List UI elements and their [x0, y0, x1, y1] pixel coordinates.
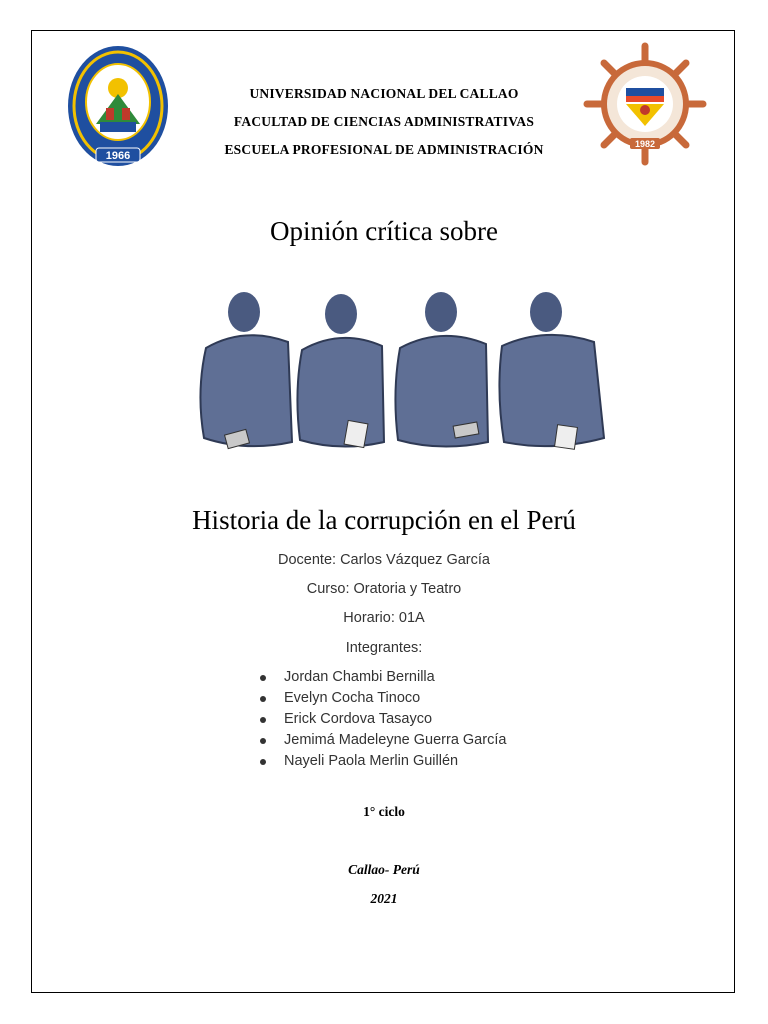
year-line: 2021 — [370, 891, 398, 906]
university-name: UNIVERSIDAD NACIONAL DEL CALLAO — [249, 86, 519, 101]
bullet-icon — [260, 675, 266, 681]
members-list — [258, 667, 506, 772]
horario-line: Horario: 01A — [343, 610, 425, 626]
document-title: Opinión crítica sobre — [270, 216, 498, 246]
figure-4 — [499, 292, 604, 449]
bullet-icon — [260, 738, 266, 744]
right-logo-year: 1982 — [634, 139, 656, 149]
document-subtitle: Historia de la corrupción en el Perú — [192, 505, 576, 535]
list-item — [258, 688, 506, 709]
school-name: ESCUELA PROFESIONAL DE ADMINISTRACIÓN — [224, 142, 544, 157]
list-item — [258, 667, 506, 688]
docente-line: Docente: Carlos Vázquez García — [278, 552, 490, 568]
figure-1 — [200, 292, 292, 449]
member-name: Nayeli Paola Merlin Guillén — [284, 753, 459, 769]
cover-illustration — [196, 292, 610, 486]
member-name: Jordan Chambi Bernilla — [284, 669, 435, 685]
bullet-icon — [260, 759, 266, 765]
figure-2 — [297, 294, 384, 448]
place-line: Callao- Perú — [348, 862, 420, 877]
figure-3 — [395, 292, 488, 447]
list-item — [258, 730, 506, 751]
curso-line: Curso: Oratoria y Teatro — [306, 581, 462, 597]
ciclo-line: 1° ciclo — [363, 804, 405, 819]
integrantes-label: Integrantes: — [345, 640, 423, 656]
list-item — [258, 751, 506, 772]
bullet-icon — [260, 717, 266, 723]
faculty-name: FACULTAD DE CIENCIAS ADMINISTRATIVAS — [233, 114, 535, 129]
left-logo-year: 1966 — [105, 150, 131, 162]
member-name: Evelyn Cocha Tinoco — [284, 690, 421, 706]
bullet-icon — [260, 696, 266, 702]
list-item — [258, 709, 506, 730]
member-name: Erick Cordova Tasayco — [284, 711, 433, 727]
member-name: Jemimá Madeleyne Guerra García — [284, 732, 507, 748]
